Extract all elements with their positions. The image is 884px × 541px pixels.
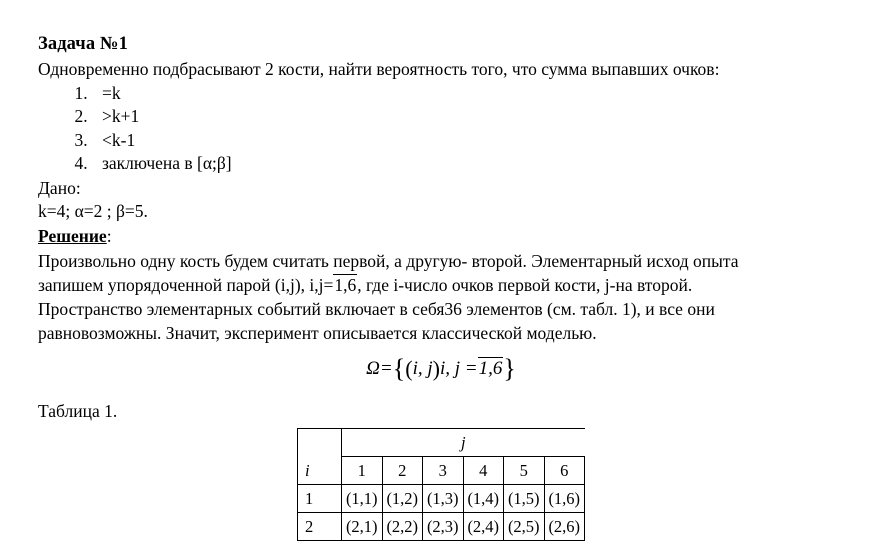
table-row-axis-label: i <box>298 457 342 485</box>
formula-ij: i, j <box>412 358 433 380</box>
formula-condition: i, j = <box>439 358 478 380</box>
formula-open-brace: { <box>392 354 406 384</box>
table-cell: (1,5) <box>504 485 545 513</box>
list-item: 4. заключена в [α;β] <box>92 152 844 175</box>
table-column-header: 5 <box>504 457 545 485</box>
table-cell: (1,3) <box>423 485 464 513</box>
solution-paragraph-1: Произвольно одну кость будем считать первой, а другую- второй. Элементарный исход опыта <box>38 250 739 271</box>
solution-paragraph-2 <box>38 273 844 297</box>
table-row-header: 1 <box>298 485 342 513</box>
overline-range: 1,6 <box>334 274 357 295</box>
omega-formula <box>38 354 844 384</box>
paragraph-text: запишем упорядоченной парой (i,j), i,j= <box>38 274 334 295</box>
table-column-header: 2 <box>382 457 423 485</box>
page-title: Задача №1 <box>38 34 128 54</box>
solution-paragraph-4: равновозможны. Значит, эксперимент описывается классической моделью. <box>38 323 597 344</box>
table-header-group-row <box>298 429 585 457</box>
formula-open-paren: ( <box>405 356 413 382</box>
table-header-row <box>298 457 585 485</box>
table-cell: (2,2) <box>382 513 423 541</box>
solution-paragraph-3: Пространство элементарных событий включает в себя36 элементов (см. табл. 1), и все они <box>38 299 715 320</box>
list-item: 3. <k-1 <box>92 129 844 152</box>
table-caption: Таблица 1. <box>38 401 118 422</box>
table-column-header: 1 <box>342 457 383 485</box>
table-cell: (2,1) <box>342 513 383 541</box>
paragraph-text-tail: , где i-число очков первой кости, j-на второй. <box>357 274 693 295</box>
table-row-header: 2 <box>298 513 342 541</box>
formula-equals: = <box>379 358 393 380</box>
problem-statement: Одновременно подбрасывают 2 кости, найти вероятность того, что сумма выпавших очков: <box>38 59 720 79</box>
given-values: k=4; α=2 ; β=5. <box>38 201 148 222</box>
given-label: Дано: <box>38 178 81 199</box>
formula-omega: Ω <box>366 358 380 380</box>
table-cell: (2,3) <box>423 513 464 541</box>
table-corner-cell <box>298 429 342 457</box>
solution-colon: : <box>106 226 112 247</box>
table-column-group-label: j <box>342 429 585 457</box>
table-cell: (1,1) <box>342 485 383 513</box>
table-column-header: 6 <box>544 457 585 485</box>
table-cell: (2,6) <box>544 513 585 541</box>
problem-conditions-list <box>38 82 844 175</box>
formula-close-paren: ) <box>432 356 440 382</box>
table-cell: (1,4) <box>463 485 504 513</box>
table-cell: (1,6) <box>544 485 585 513</box>
formula-close-brace: } <box>503 354 516 384</box>
outcomes-table <box>297 428 585 541</box>
table-cell: (2,4) <box>463 513 504 541</box>
solution-heading <box>38 224 844 249</box>
table-column-header: 3 <box>423 457 464 485</box>
table-cell: (2,5) <box>504 513 545 541</box>
table-row <box>298 485 585 513</box>
formula-overline-range: 1,6 <box>478 358 503 380</box>
solution-label: Решение <box>38 226 107 247</box>
table-cell: (1,2) <box>382 485 423 513</box>
table-column-header: 4 <box>463 457 504 485</box>
list-item: 2. >k+1 <box>92 105 844 128</box>
table-row <box>298 513 585 541</box>
list-item: 1. =k <box>92 82 844 105</box>
